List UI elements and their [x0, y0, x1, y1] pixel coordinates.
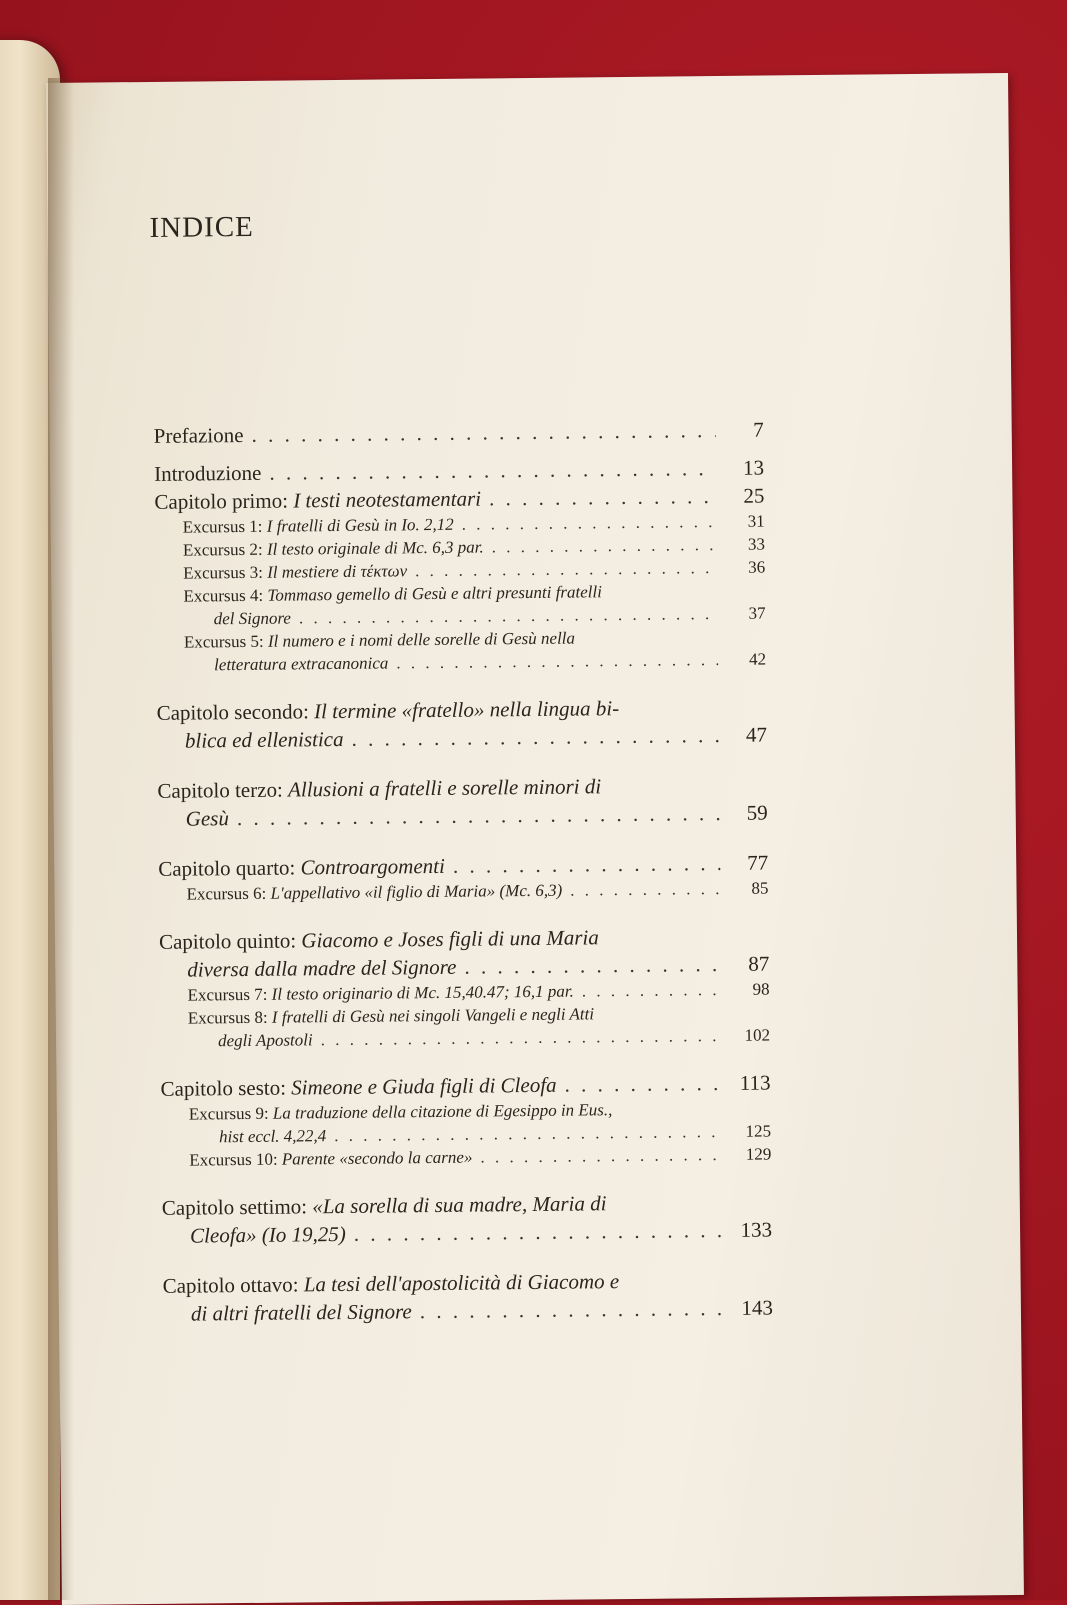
dot-leader: [251, 416, 715, 449]
dot-leader: [299, 602, 718, 629]
toc-page-number: 129: [745, 1144, 772, 1164]
toc-prefix: Excursus 1:: [182, 516, 263, 537]
dot-leader: [453, 849, 721, 880]
toc-page-number: 31: [747, 511, 765, 531]
toc-page-number: 133: [740, 1217, 773, 1242]
toc-title: La tesi dell'apostolicità di Giacomo e: [303, 1269, 620, 1297]
toc-prefix: Capitolo terzo:: [157, 777, 283, 803]
dot-leader: [564, 1069, 722, 1099]
dot-leader: [582, 978, 722, 1002]
toc-prefix: Capitolo ottavo:: [162, 1272, 299, 1298]
book-page: [46, 73, 1024, 1605]
toc-page-number: 87: [748, 951, 770, 976]
page-gutter-shadow: [48, 78, 74, 1600]
toc-title: Il testo originario di Mc. 15,40.47; 16,1 par.: [271, 981, 574, 1004]
toc-page-number: 102: [744, 1025, 771, 1045]
dot-leader: [420, 1294, 725, 1325]
toc-page-number: 143: [741, 1295, 774, 1320]
toc-prefix: Excursus 5:: [183, 631, 264, 652]
dot-leader: [321, 1024, 723, 1051]
dot-leader: [396, 648, 718, 674]
toc-page-number: 37: [748, 603, 766, 623]
toc-page-number: 13: [742, 455, 765, 480]
toc-title-cont: del Signore: [213, 608, 292, 629]
toc-title: La traduzione della citazione di Egesippo in Eus.,: [272, 1100, 613, 1123]
toc-prefix: Capitolo secondo:: [156, 699, 309, 725]
toc-page-number: 98: [752, 979, 770, 999]
toc-title-cont: degli Apostoli: [217, 1030, 313, 1051]
dot-leader: [489, 482, 717, 512]
toc-title-cont: Cleofa» (Io 19,25): [189, 1221, 346, 1248]
toc-prefix: Excursus 3:: [183, 562, 264, 583]
toc-prefix: Excursus 4:: [183, 585, 264, 606]
page-title: INDICE: [149, 210, 254, 244]
toc-page-number: 47: [745, 722, 768, 747]
toc-prefix: Excursus 2:: [182, 539, 263, 560]
dot-leader: [237, 799, 720, 832]
toc-page-number: 33: [747, 534, 765, 554]
toc-page-number: 42: [748, 649, 767, 669]
toc-prefix: Capitolo primo:: [154, 488, 289, 514]
toc-page-number: 59: [746, 800, 768, 825]
toc-title: L'appellativo «il figlio di Maria» (Mc. 6,3): [270, 880, 563, 903]
dot-leader: [492, 533, 717, 558]
toc-page-number: 36: [748, 557, 766, 577]
toc-title: Allusioni a fratelli e sorelle minori di: [287, 774, 602, 802]
dot-leader: [354, 1216, 725, 1248]
toc-title: «La sorella di sua madre, Maria di: [312, 1191, 607, 1219]
dot-leader: [480, 1143, 723, 1169]
toc-title: Il termine «fratello» nella lingua bi-: [313, 696, 620, 724]
dot-leader: [351, 721, 719, 753]
toc-prefix: Excursus 9:: [188, 1103, 269, 1124]
toc-prefix: Excursus 10:: [189, 1149, 278, 1170]
toc-prefix: Excursus 8:: [187, 1007, 268, 1028]
toc-prefix: Capitolo quarto:: [158, 855, 296, 881]
toc-title-cont: di altri fratelli del Signore: [190, 1299, 412, 1326]
toc-label: Introduzione: [153, 460, 262, 486]
dot-leader: [462, 510, 717, 536]
dot-leader: [415, 556, 717, 582]
toc-title: Tommaso gemello di Gesù e altri presunti fratelli: [267, 582, 603, 605]
toc-entry-capitolo-ottavo-cont: [163, 1293, 773, 1327]
toc-prefix: Excursus 6:: [186, 883, 267, 904]
table-of-contents: [154, 416, 773, 1328]
dot-leader: [570, 877, 721, 902]
toc-label: Prefazione: [153, 422, 244, 448]
toc-title: I fratelli di Gesù in Io. 2,12: [266, 514, 454, 536]
toc-page-number: 77: [747, 850, 769, 875]
toc-prefix: Excursus 7:: [187, 984, 268, 1005]
toc-title: Il testo originale di Mc. 6,3 par.: [266, 537, 484, 559]
toc-title: Parente «secondo la carne»: [281, 1147, 473, 1169]
toc-title: Controargomenti: [300, 853, 445, 880]
toc-title: Giacomo e Joses figli di una Maria: [301, 925, 599, 953]
toc-title: Il numero e i nomi delle sorelle di Gesù nella: [267, 628, 576, 651]
toc-title: Simeone e Giuda figli di Cleofa: [291, 1072, 557, 1100]
toc-prefix: Capitolo sesto:: [160, 1075, 287, 1101]
dot-leader: [464, 950, 721, 981]
toc-title: I testi neotestamentari: [293, 486, 482, 513]
toc-prefix: Capitolo quinto:: [158, 928, 297, 954]
toc-page-number: 7: [753, 417, 764, 442]
toc-page-number: 125: [745, 1121, 772, 1141]
toc-title-cont: blica ed ellenistica: [184, 726, 344, 753]
toc-title-cont: hist eccl. 4,22,4: [218, 1126, 327, 1147]
toc-title: Il mestiere di τέκτων: [267, 561, 408, 582]
toc-page-number: 25: [743, 483, 765, 508]
toc-title: I fratelli di Gesù nei singoli Vangeli e negli Atti: [271, 1004, 595, 1027]
toc-title-cont: Gesù: [185, 806, 230, 831]
toc-prefix: Capitolo settimo:: [161, 1194, 308, 1220]
toc-page-number: 113: [739, 1070, 771, 1095]
toc-title-cont: letteratura extracanonica: [214, 653, 389, 675]
toc-title-cont: diversa dalla madre del Signore: [187, 954, 457, 982]
toc-page-number: 85: [751, 878, 769, 898]
